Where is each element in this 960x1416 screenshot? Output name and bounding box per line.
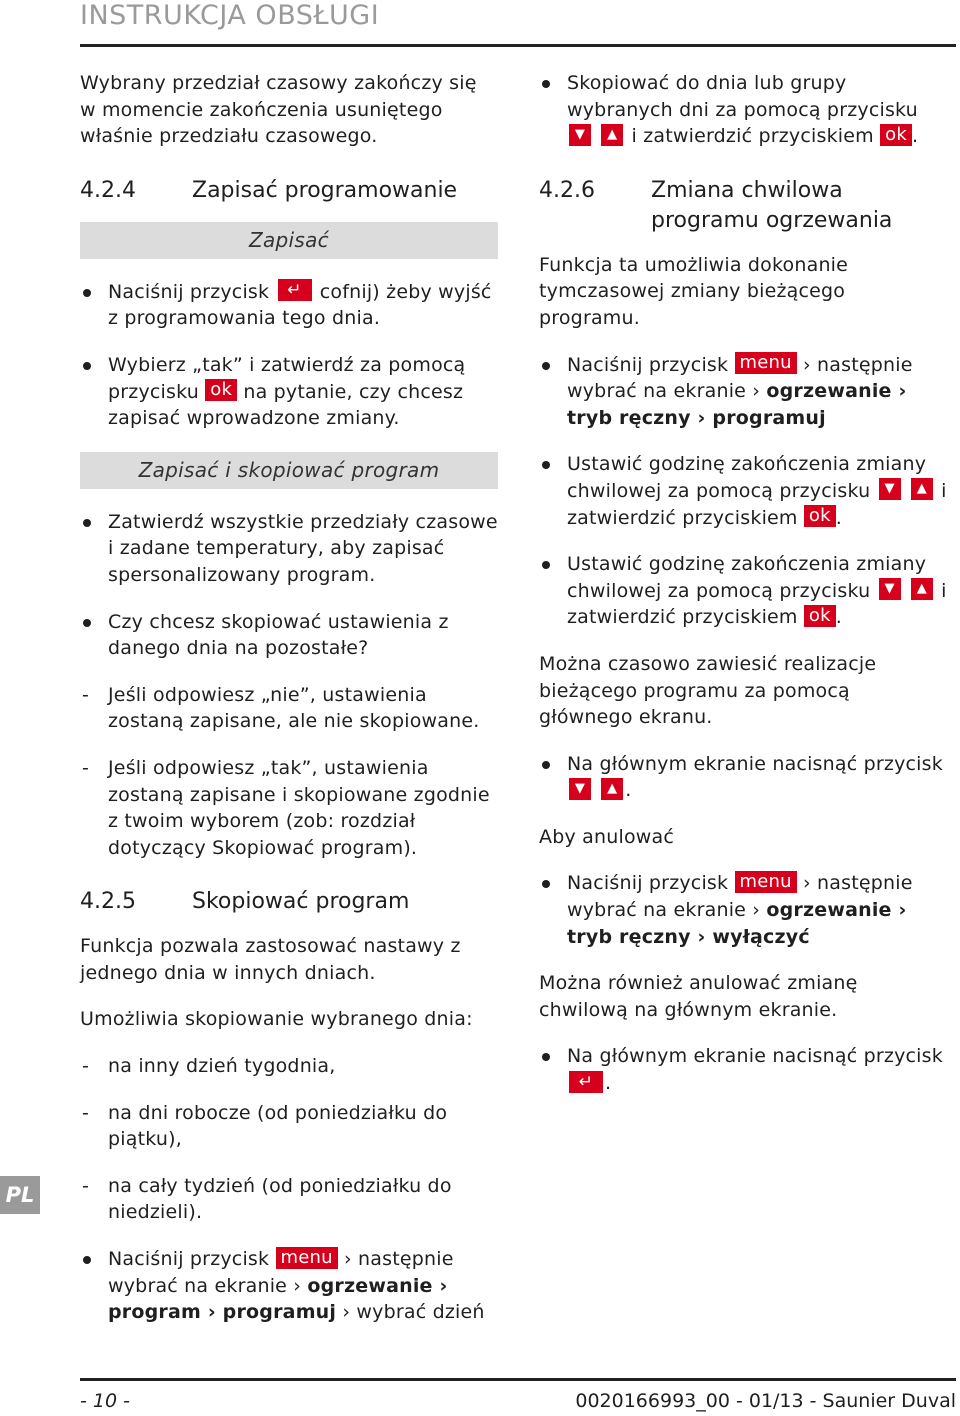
list-item: Zatwierdź wszystkie przedziały czasowe i zadane temperatury, aby zapisać spersonalizowany program. (80, 509, 498, 589)
menu-button-label: menu (735, 352, 797, 374)
arrow-down-icon: ▼ (879, 478, 901, 500)
list-item: Czy chcesz skopiować ustawienia z danego dnia na pozostałe? (80, 609, 498, 662)
list-item: Naciśnij przycisk ↵ cofnij) żeby wyjść z programowania tego dnia. (80, 279, 498, 332)
header-rule (80, 44, 956, 47)
arrow-down-icon: ▼ (879, 578, 901, 600)
language-tab: PL (0, 1176, 40, 1214)
dash-item: - na cały tydzień (od poniedziałku do niedzieli). (80, 1173, 498, 1226)
dash-item: - na dni robocze (od poniedziałku do piątku), (80, 1100, 498, 1153)
list-item: Naciśnij przycisk menu › następnie wybrać na ekranie › ogrzewanie › tryb ręczny › wyłączyć (539, 870, 949, 950)
dash-item: - Jeśli odpowiesz „tak”, ustawienia zostaną zapisane i skopiowane zgodnie z twoim wyborem (zob: rozdział dotyczący Skopiować program). (80, 755, 498, 861)
ok-button-label: ok (205, 379, 237, 401)
footer-rule (80, 1378, 956, 1381)
list-item: Na głównym ekranie nacisnąć przycisk ▼ ▲ . (539, 751, 949, 804)
return-icon: ↵ (278, 279, 312, 301)
arrow-down-icon: ▼ (569, 124, 591, 146)
section-title: Zmiana chwilowa programu ogrzewania (651, 177, 893, 233)
page-header-title: INSTRUKCJA OBSŁUGI (80, 0, 380, 31)
paragraph: Można czasowo zawiesić realizacje bieżącego programu za pomocą głównego ekranu. (539, 652, 877, 729)
list-item: Naciśnij przycisk menu › następnie wybrać na ekranie › ogrzewanie › tryb ręczny › programuj (539, 352, 949, 432)
list-item: Na głównym ekranie nacisnąć przycisk ↵ . (539, 1043, 949, 1096)
ok-button-label: ok (804, 605, 836, 627)
section-title: Skopiować program (192, 889, 410, 915)
section-number: 4.2.5 (80, 889, 136, 915)
intro-paragraph: Wybrany przedział czasowy zakończy się w momencie zakończenia usuniętego właśnie przedziału czasowego. (80, 72, 477, 148)
left-column (80, 70, 498, 1346)
paragraph: Funkcja pozwala zastosować nastawy z jednego dnia w innych dniach. (80, 935, 461, 984)
list-item: Naciśnij przycisk menu › następnie wybrać na ekranie › ogrzewanie › program › programuj › wybrać dzień (80, 1246, 498, 1326)
arrow-up-icon: ▲ (911, 478, 933, 500)
subheading-bar-save-copy: Zapisać i skopiować program (80, 452, 498, 489)
section-4-2-4-heading (80, 176, 498, 206)
section-title: Zapisać programowanie (192, 177, 458, 203)
return-icon: ↵ (569, 1071, 603, 1093)
paragraph: Aby anulować (539, 825, 675, 848)
right-column (539, 70, 949, 1117)
menu-button-label: menu (735, 871, 797, 893)
section-4-2-6-heading (539, 176, 949, 236)
list-item: Skopiować do dnia lub grupy wybranych dni za pomocą przycisku ▼ ▲ i zatwierdzić przyciskiem ok . (539, 70, 949, 150)
section-number: 4.2.4 (80, 177, 136, 203)
arrow-up-icon: ▲ (911, 578, 933, 600)
section-4-2-5-heading (80, 887, 498, 917)
list-item: Ustawić godzinę zakończenia zmiany chwilowej za pomocą przycisku ▼ ▲ i zatwierdzić przyciskiem ok . (539, 451, 949, 531)
paragraph: Funkcja ta umożliwia dokonanie tymczasowej zmiany bieżącego programu. (539, 253, 849, 329)
ok-button-label: ok (880, 124, 912, 146)
section-number: 4.2.6 (539, 177, 595, 203)
subheading-bar-save: Zapisać (80, 222, 498, 259)
paragraph: Umożliwia skopiowanie wybranego dnia: (80, 1008, 473, 1031)
page-number: - 10 - (80, 1390, 130, 1412)
dash-item: - na inny dzień tygodnia, (80, 1053, 498, 1080)
paragraph: Można również anulować zmianę chwilową na głównym ekranie. (539, 972, 858, 1021)
document-reference: 0020166993_00 - 01/13 - Saunier Duval (575, 1390, 956, 1412)
dash-item: - Jeśli odpowiesz „nie”, ustawienia zostaną zapisane, ale nie skopiowane. (80, 682, 498, 735)
list-item: Wybierz „tak” i zatwierdź za pomocą przycisku ok na pytanie, czy chcesz zapisać wprowadzone zmiany. (80, 352, 498, 432)
list-item: Ustawić godzinę zakończenia zmiany chwilowej za pomocą przycisku ▼ ▲ i zatwierdzić przyciskiem ok . (539, 551, 949, 631)
arrow-up-icon: ▲ (601, 124, 623, 146)
arrow-up-icon: ▲ (601, 778, 623, 800)
arrow-down-icon: ▼ (569, 778, 591, 800)
ok-button-label: ok (804, 505, 836, 527)
menu-button-label: menu (276, 1247, 338, 1269)
